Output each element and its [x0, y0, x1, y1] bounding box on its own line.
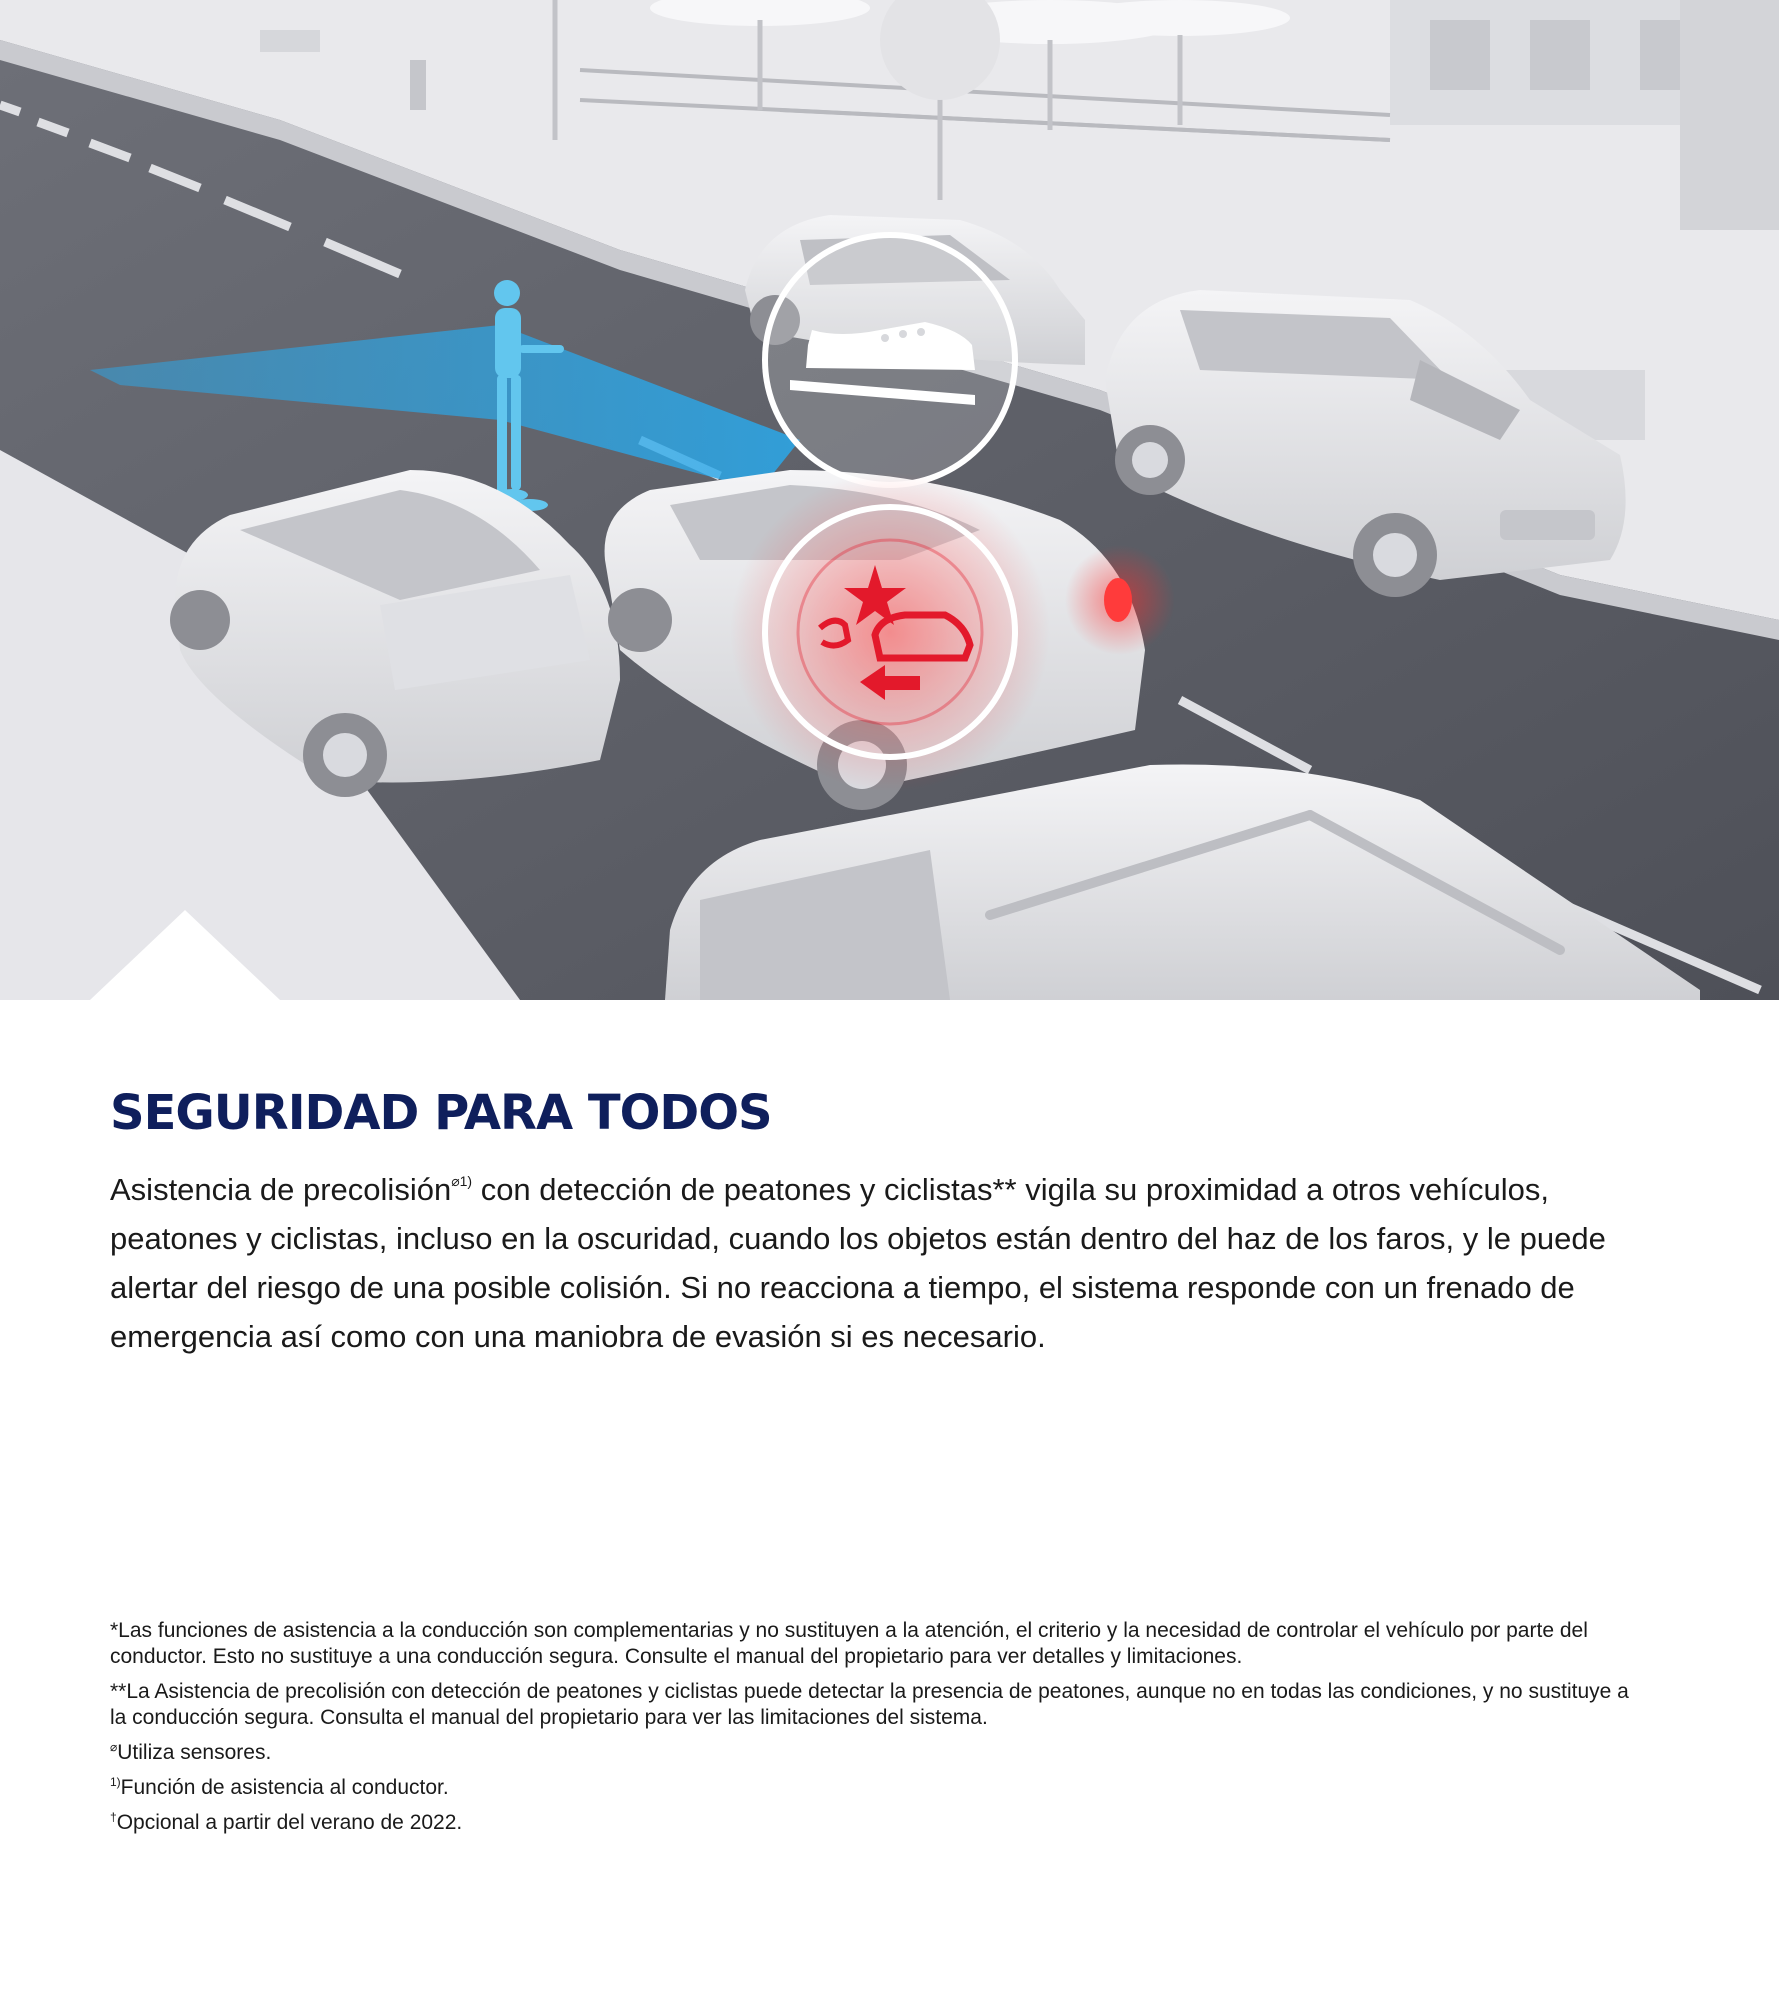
footnote-4-text: Función de asistencia al conductor.	[120, 1776, 449, 1799]
footnote-4	[110, 1775, 1630, 1801]
footnote-5	[110, 1810, 1630, 1836]
footnote-5-marker: †	[110, 1810, 117, 1824]
shoe-brake-icon	[765, 235, 1015, 485]
footnote-5-text: Opcional a partir del verano de 2022.	[116, 1811, 463, 1834]
footnote-3-marker: ⌀	[110, 1740, 118, 1754]
footnote-2: **La Asistencia de precolisión con detección de peatones y ciclistas puede detectar la presencia de peatones, aunque no en todas las condiciones, y no sustituye a la conducción segura. Consulta el manual del propietario para ver las limitaciones del sistema.	[110, 1680, 1629, 1729]
footnotes	[110, 1618, 1630, 1845]
collision-warning-icon	[730, 472, 1050, 792]
footnote-3-text: Utiliza sensores.	[117, 1741, 272, 1764]
body-text-part1: Asistencia de precolisión	[110, 1172, 452, 1207]
footnote-3	[110, 1740, 1630, 1766]
section-body	[110, 1165, 1640, 1361]
section-title: SEGURIDAD PARA TODOS	[110, 1085, 772, 1141]
content-section	[0, 1000, 1779, 2000]
footnote-1: *Las funciones de asistencia a la conducción son complementarias y no sustituyen a la atención, el criterio y la necesidad de controlar el vehículo por parte del conductor. Esto no sustituye a una conducción segura. Consulte el manual del propietario para ver detalles y limitaciones.	[110, 1619, 1588, 1668]
body-footnote-marker: ⌀1)	[451, 1173, 473, 1189]
body-text-part2: con detección de peatones y ciclistas** vigila su proximidad a otros vehículos, peatones y ciclistas, incluso en la oscuridad, cuando los objetos están dentro del haz de los faros, y le puede alertar del riesgo de una posible colisión. Si no reacciona a tiempo, el sistema responde con un frenado de emergencia así como con una maniobra de evasión si es necesario.	[110, 1172, 1606, 1354]
footnote-4-marker: 1)	[110, 1775, 121, 1789]
